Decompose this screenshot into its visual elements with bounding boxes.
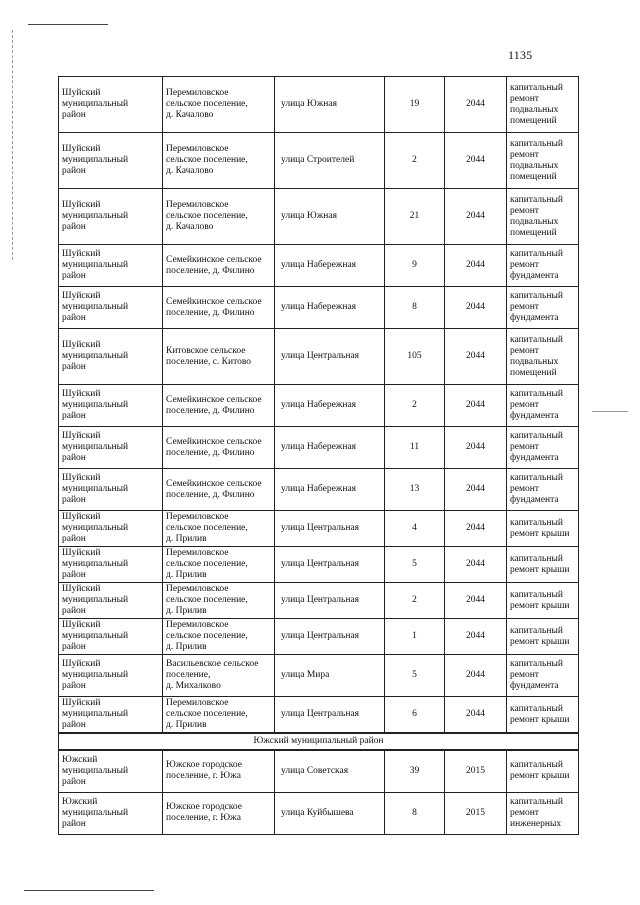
district-cell — [59, 469, 163, 511]
street-cell-text: улица Набережная — [281, 442, 357, 452]
table-row — [59, 245, 579, 287]
settlement-cell — [163, 583, 275, 619]
house-number-cell-text: 4 — [412, 523, 417, 533]
year-cell — [445, 469, 507, 511]
year-cell — [445, 133, 507, 189]
district-cell — [59, 619, 163, 655]
settlement-cell-text: Перемиловское сельское поселение, д. Качалово — [166, 144, 248, 176]
street-cell — [275, 655, 385, 697]
work-type-cell — [507, 750, 579, 792]
district-cell-text: Шуйский муниципальный район — [62, 698, 129, 730]
house-number-cell — [385, 619, 445, 655]
work-type-cell-text: капитальный ремонт фундамента — [510, 659, 563, 691]
settlement-cell — [163, 792, 275, 834]
district-cell-text: Шуйский муниципальный район — [62, 249, 129, 281]
settlement-cell-text: Семейкинское сельское поселение, д. Филино — [166, 254, 262, 276]
year-cell — [445, 619, 507, 655]
settlement-cell-text: Перемиловское сельское поселение, д. Прилив — [166, 548, 248, 580]
street-cell — [275, 245, 385, 287]
year-cell — [445, 77, 507, 133]
repair-schedule-table — [58, 76, 579, 835]
district-cell-text: Шуйский муниципальный район — [62, 512, 129, 544]
work-type-cell — [507, 469, 579, 511]
house-number-cell — [385, 750, 445, 792]
scan-artifact-right-dash — [592, 411, 628, 412]
settlement-cell — [163, 427, 275, 469]
year-cell-text: 2044 — [466, 595, 485, 605]
house-number-cell — [385, 329, 445, 385]
district-cell — [59, 245, 163, 287]
year-cell — [445, 245, 507, 287]
street-cell-text: улица Центральная — [281, 631, 360, 641]
district-cell — [59, 750, 163, 792]
house-number-cell — [385, 511, 445, 547]
street-cell-text: улица Набережная — [281, 484, 357, 494]
street-cell-text: улица Центральная — [281, 523, 360, 533]
street-cell-text: улица Южная — [281, 211, 337, 221]
page-number: 1135 — [508, 48, 533, 62]
house-number-cell — [385, 77, 445, 133]
district-cell — [59, 583, 163, 619]
year-cell-text: 2044 — [466, 351, 485, 361]
work-type-cell-text: капитальный ремонт крыши — [510, 553, 570, 575]
street-cell-text: улица Набережная — [281, 302, 357, 312]
settlement-cell-text: Перемиловское сельское поселение, д. Прилив — [166, 584, 248, 616]
work-type-cell-text: капитальный ремонт подвальных помещений — [510, 334, 563, 378]
settlement-cell — [163, 245, 275, 287]
work-type-cell — [507, 583, 579, 619]
house-number-cell-text: 9 — [412, 260, 417, 270]
year-cell-text: 2044 — [466, 709, 485, 719]
work-type-cell-text: капитальный ремонт подвальных помещений — [510, 138, 563, 182]
section-row — [59, 733, 579, 750]
settlement-cell — [163, 697, 275, 734]
house-number-cell-text: 21 — [409, 211, 420, 221]
settlement-cell-text: Семейкинское сельское поселение, д. Филино — [166, 296, 262, 318]
table-row — [59, 750, 579, 792]
street-cell-text: улица Советская — [281, 765, 349, 776]
table-row — [59, 583, 579, 619]
settlement-cell — [163, 385, 275, 427]
work-type-cell-text: капитальный ремонт крыши — [510, 703, 570, 725]
street-cell-text: улица Центральная — [281, 595, 360, 605]
settlement-cell-text: Васильевское сельское поселение, д. Михалково — [166, 659, 259, 691]
street-cell-text: улица Мира — [281, 670, 330, 680]
street-cell — [275, 750, 385, 792]
work-type-cell-text: капитальный ремонт подвальных помещений — [510, 82, 563, 126]
street-cell-text: улица Центральная — [281, 709, 360, 719]
settlement-cell — [163, 133, 275, 189]
house-number-cell-text: 13 — [409, 484, 420, 494]
house-number-cell — [385, 583, 445, 619]
table-row — [59, 547, 579, 583]
year-cell — [445, 385, 507, 427]
work-type-cell — [507, 329, 579, 385]
table-row — [59, 385, 579, 427]
street-cell-text: улица Центральная — [281, 559, 360, 569]
work-type-cell — [507, 619, 579, 655]
table-row — [59, 619, 579, 655]
year-cell — [445, 511, 507, 547]
street-cell — [275, 385, 385, 427]
settlement-cell-text: Южское городское поселение, г. Южа — [166, 802, 242, 823]
year-cell-text: 2044 — [466, 211, 485, 221]
work-type-cell — [507, 792, 579, 834]
district-cell — [59, 385, 163, 427]
house-number-cell-text: 11 — [409, 442, 420, 452]
street-cell — [275, 792, 385, 834]
settlement-cell-text: Перемиловское сельское поселение, д. Качалово — [166, 88, 248, 120]
year-cell — [445, 427, 507, 469]
district-cell — [59, 329, 163, 385]
year-cell-text: 2044 — [466, 670, 485, 680]
settlement-cell — [163, 329, 275, 385]
district-cell — [59, 655, 163, 697]
house-number-cell-text: 5 — [412, 559, 417, 569]
street-cell — [275, 619, 385, 655]
work-type-cell — [507, 287, 579, 329]
house-number-cell — [385, 133, 445, 189]
year-cell — [445, 583, 507, 619]
district-cell-text: Шуйский муниципальный район — [62, 340, 129, 372]
year-cell-text: 2044 — [466, 155, 485, 165]
year-cell — [445, 189, 507, 245]
district-cell — [59, 427, 163, 469]
district-cell — [59, 792, 163, 834]
district-cell-text: Шуйский муниципальный район — [62, 548, 129, 580]
table-body — [59, 77, 579, 835]
district-cell — [59, 287, 163, 329]
year-cell-text: 2044 — [466, 484, 485, 494]
year-cell — [445, 697, 507, 734]
work-type-cell-text: капитальный ремонт крыши — [510, 589, 570, 611]
settlement-cell — [163, 77, 275, 133]
year-cell-text: 2015 — [466, 765, 485, 776]
house-number-cell-text: 39 — [409, 765, 420, 776]
settlement-cell-text: Семейкинское сельское поселение, д. Филино — [166, 394, 262, 416]
settlement-cell-text: Семейкинское сельское поселение, д. Филино — [166, 478, 262, 500]
house-number-cell — [385, 427, 445, 469]
work-type-cell-text: капитальный ремонт подвальных помещений — [510, 194, 563, 238]
house-number-cell-text: 5 — [412, 670, 417, 680]
house-number-cell — [385, 697, 445, 734]
year-cell — [445, 287, 507, 329]
district-cell-text: Шуйский муниципальный район — [62, 389, 129, 421]
work-type-cell — [507, 77, 579, 133]
year-cell — [445, 547, 507, 583]
district-cell — [59, 697, 163, 734]
year-cell-text: 2044 — [466, 559, 485, 569]
year-cell — [445, 750, 507, 792]
house-number-cell-text: 19 — [409, 99, 420, 109]
table-row — [59, 511, 579, 547]
house-number-cell-text: 2 — [412, 400, 417, 410]
house-number-cell — [385, 287, 445, 329]
street-cell — [275, 469, 385, 511]
house-number-cell-text: 2 — [412, 155, 417, 165]
year-cell — [445, 792, 507, 834]
district-cell-text: Шуйский муниципальный район — [62, 584, 129, 616]
table-row — [59, 329, 579, 385]
work-type-cell-text: капитальный ремонт фундамента — [510, 291, 563, 323]
house-number-cell — [385, 547, 445, 583]
district-cell — [59, 547, 163, 583]
district-cell — [59, 77, 163, 133]
district-cell-text: Шуйский муниципальный район — [62, 659, 129, 691]
year-cell-text: 2044 — [466, 400, 485, 410]
settlement-cell — [163, 750, 275, 792]
street-cell — [275, 511, 385, 547]
settlement-cell — [163, 189, 275, 245]
settlement-cell — [163, 511, 275, 547]
work-type-cell-text: капитальный ремонт фундамента — [510, 473, 563, 505]
district-cell-text: Шуйский муниципальный район — [62, 431, 129, 463]
street-cell-text: улица Набережная — [281, 260, 357, 270]
district-cell-text: Шуйский муниципальный район — [62, 200, 129, 232]
house-number-cell-text: 6 — [412, 709, 417, 719]
house-number-cell-text: 8 — [412, 807, 417, 818]
settlement-cell-text: Перемиловское сельское поселение, д. Прилив — [166, 698, 248, 730]
street-cell — [275, 189, 385, 245]
work-type-cell-text: капитальный ремонт фундамента — [510, 431, 563, 463]
work-type-cell-text: капитальный ремонт инженерных — [510, 796, 563, 829]
district-cell-text: Шуйский муниципальный район — [62, 291, 129, 323]
table-row — [59, 77, 579, 133]
work-type-cell — [507, 385, 579, 427]
street-cell — [275, 583, 385, 619]
street-cell — [275, 133, 385, 189]
street-cell — [275, 547, 385, 583]
settlement-cell-text: Перемиловское сельское поселение, д. Прилив — [166, 620, 248, 652]
settlement-cell-text: Перемиловское сельское поселение, д. Прилив — [166, 512, 248, 544]
house-number-cell-text: 1 — [412, 631, 417, 641]
settlement-cell — [163, 547, 275, 583]
table-row — [59, 287, 579, 329]
district-cell-text: Южский муниципальный район — [62, 796, 129, 829]
street-cell-text: улица Южная — [281, 99, 337, 109]
house-number-cell-text: 2 — [412, 595, 417, 605]
street-cell-text: улица Строителей — [281, 155, 355, 165]
district-cell — [59, 511, 163, 547]
house-number-cell — [385, 189, 445, 245]
table-row — [59, 469, 579, 511]
house-number-cell-text: 105 — [407, 351, 422, 361]
work-type-cell-text: капитальный ремонт крыши — [510, 760, 570, 782]
work-type-cell — [507, 133, 579, 189]
house-number-cell — [385, 245, 445, 287]
settlement-cell — [163, 469, 275, 511]
year-cell — [445, 329, 507, 385]
year-cell-text: 2044 — [466, 523, 485, 533]
street-cell-text: улица Набережная — [281, 400, 357, 410]
table-row — [59, 655, 579, 697]
scan-artifact-left-edge — [12, 30, 14, 260]
settlement-cell — [163, 287, 275, 329]
street-cell — [275, 77, 385, 133]
year-cell-text: 2044 — [466, 302, 485, 312]
district-cell — [59, 133, 163, 189]
house-number-cell — [385, 469, 445, 511]
work-type-cell-text: капитальный ремонт крыши — [510, 517, 570, 539]
district-cell — [59, 189, 163, 245]
table-row — [59, 697, 579, 734]
work-type-cell — [507, 245, 579, 287]
table-row — [59, 133, 579, 189]
section-title: Южский муниципальный район — [59, 733, 579, 750]
street-cell-text: улица Центральная — [281, 351, 360, 361]
table-row — [59, 189, 579, 245]
year-cell-text: 2044 — [466, 99, 485, 109]
work-type-cell — [507, 697, 579, 734]
settlement-cell-text: Семейкинское сельское поселение, д. Филино — [166, 436, 262, 458]
district-cell-text: Шуйский муниципальный район — [62, 144, 129, 176]
street-cell — [275, 427, 385, 469]
year-cell — [445, 655, 507, 697]
street-cell-text: улица Куйбышева — [281, 807, 354, 818]
year-cell-text: 2044 — [466, 260, 485, 270]
year-cell-text: 2044 — [466, 631, 485, 641]
table-row — [59, 792, 579, 834]
street-cell — [275, 329, 385, 385]
district-cell-text: Шуйский муниципальный район — [62, 88, 129, 120]
settlement-cell-text: Перемиловское сельское поселение, д. Качалово — [166, 200, 248, 232]
house-number-cell — [385, 792, 445, 834]
scan-artifact-top-line — [28, 24, 108, 25]
settlement-cell — [163, 619, 275, 655]
street-cell — [275, 287, 385, 329]
street-cell — [275, 697, 385, 734]
work-type-cell — [507, 547, 579, 583]
district-cell-text: Южский муниципальный район — [62, 754, 129, 787]
work-type-cell — [507, 655, 579, 697]
work-type-cell-text: капитальный ремонт крыши — [510, 625, 570, 647]
house-number-cell — [385, 655, 445, 697]
table-row — [59, 427, 579, 469]
year-cell-text: 2044 — [466, 442, 485, 452]
work-type-cell — [507, 427, 579, 469]
work-type-cell — [507, 189, 579, 245]
house-number-cell-text: 8 — [412, 302, 417, 312]
year-cell-text: 2015 — [466, 807, 485, 818]
work-type-cell-text: капитальный ремонт фундамента — [510, 389, 563, 421]
scan-artifact-bottom-line — [24, 890, 154, 891]
work-type-cell — [507, 511, 579, 547]
settlement-cell-text: Китовское сельское поселение, с. Китово — [166, 345, 252, 367]
district-cell-text: Шуйский муниципальный район — [62, 473, 129, 505]
settlement-cell — [163, 655, 275, 697]
district-cell-text: Шуйский муниципальный район — [62, 620, 129, 652]
work-type-cell-text: капитальный ремонт фундамента — [510, 249, 563, 281]
settlement-cell-text: Южское городское поселение, г. Южа — [166, 760, 242, 782]
house-number-cell — [385, 385, 445, 427]
